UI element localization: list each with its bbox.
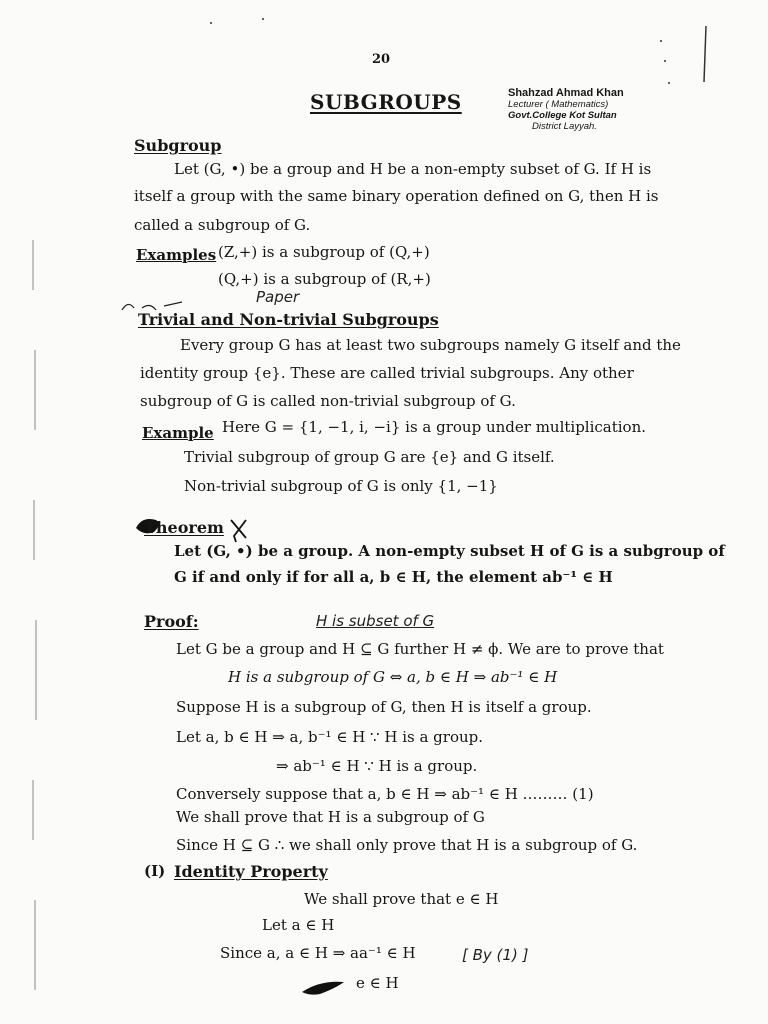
proof-line-6: Conversely suppose that a, b ∈ H ⇒ ab⁻¹ ∈ H ……… (1) [176,785,594,803]
subgroup-line-3: called a subgroup of G. [134,216,311,234]
example-1: (Z,+) is a subgroup of (Q,+) [218,243,430,261]
identity-line-3: Since a, a ∈ H ⇒ aa⁻¹ ∈ H [220,944,416,962]
trivial-line-2: identity group {e}. These are called trivial subgroups. Any other [140,364,634,382]
author-college: Govt.College Kot Sultan [508,110,617,121]
theorem-line-2: G if and only if for all a, b ∈ H, the element ab⁻¹ ∈ H [174,568,613,586]
page-title: SUBGROUPS [310,90,462,114]
subgroup-line-2: itself a group with the same binary operation defined on G, then H is [134,187,659,205]
proof-heading: Proof: [144,612,199,631]
scan-speck [664,60,666,62]
handwritten-x-mark [228,516,250,544]
proof-line-5: ⇒ ab⁻¹ ∈ H ∵ H is a group. [276,757,478,775]
trivial-heading: Trivial and Non-trivial Subgroups [138,310,439,329]
author-district: District Layyah. [532,121,597,132]
proof-line-8: Since H ⊆ G ∴ we shall only prove that H is a subgroup of G. [176,836,638,854]
author-block [508,88,624,132]
identity-number: (I) [144,862,166,880]
proof-line-7: We shall prove that H is a subgroup of G [176,808,485,826]
identity-line-1: We shall prove that e ∈ H [304,890,499,908]
proof-line-1: Let G be a group and H ⊆ G further H ≠ ϕ. We are to prove that [176,640,664,658]
scan-speck [668,82,670,84]
proof-line-3: Suppose H is a subgroup of G, then H is itself a group. [176,698,592,716]
subgroup-line-1: Let (G, •) be a group and H be a non-empty subset of G. If H is [174,160,652,178]
author-role: Lecturer ( Mathematics) [508,99,609,110]
page-number: 20 [372,52,391,67]
scan-speck [210,22,212,24]
identity-line-2: Let a ∈ H [262,916,335,934]
theorem-heading: Theorem [144,518,224,537]
identity-heading: Identity Property [174,862,328,881]
handwritten-note-paper: Paper [256,288,300,306]
scan-margin-artifact [30,200,42,1000]
identity-line-3-note: [ By (1) ] [462,946,529,964]
example-label: Example [142,424,214,442]
nontrivial-subgroups-line: Non-trivial subgroup of G is only {1, −1} [184,477,498,495]
trivial-line-3: subgroup of G is called non-trivial subgroup of G. [140,392,516,410]
scan-edge-mark [696,24,716,84]
trivial-line-1: Every group G has at least two subgroups namely G itself and the [180,336,681,354]
proof-line-4: Let a, b ∈ H ⇒ a, b⁻¹ ∈ H ∵ H is a group. [176,728,484,746]
proof-line-2: H is a subgroup of G ⇔ a, b ∈ H ⇒ ab⁻¹ ∈ H [228,668,558,686]
identity-line-4: e ∈ H [356,974,399,992]
trivial-subgroups-line: Trivial subgroup of group G are {e} and G itself. [184,448,555,466]
example-text: Here G = {1, −1, i, −i} is a group under multiplication. [222,418,647,436]
examples-label: Examples [136,246,217,264]
handwritten-note-subset: H is subset of G [316,612,435,630]
scan-speck [660,40,662,42]
subgroup-heading: Subgroup [134,136,222,155]
author-name: Shahzad Ahmad Khan [508,87,624,99]
scan-speck [262,18,264,20]
ink-arrow-mark [300,976,350,998]
example-2: (Q,+) is a subgroup of (R,+) [218,270,431,288]
theorem-line-1: Let (G, •) be a group. A non-empty subset H of G is a subgroup of [174,542,725,560]
